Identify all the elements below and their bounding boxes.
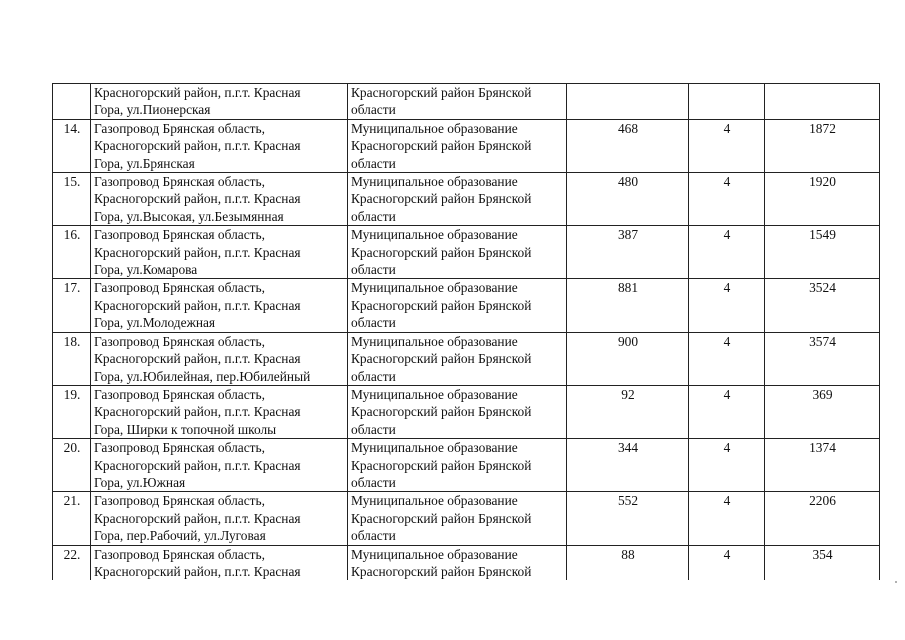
owner-name: Красногорский район Брянской области (348, 84, 567, 120)
owner-name: Муниципальное образование Красногорский район Брянской (348, 545, 567, 580)
object-description: Газопровод Брянская область, Красногорский район, п.г.т. Красная (91, 545, 348, 580)
object-description: Газопровод Брянская область, Красногорский район, п.г.т. Красная Гора, ул.Южная (91, 439, 348, 492)
table-row (53, 492, 880, 545)
value-length: 468 (567, 119, 689, 172)
owner-name: Муниципальное образование Красногорский район Брянской области (348, 279, 567, 332)
value-factor: 4 (689, 332, 765, 385)
value-factor: 4 (689, 279, 765, 332)
owner-name: Муниципальное образование Красногорский район Брянской области (348, 119, 567, 172)
row-number: 17. (53, 279, 91, 332)
row-number: 16. (53, 226, 91, 279)
value-length: 387 (567, 226, 689, 279)
row-number: 14. (53, 119, 91, 172)
table-row (53, 119, 880, 172)
object-description: Газопровод Брянская область, Красногорский район, п.г.т. Красная Гора, ул.Брянская (91, 119, 348, 172)
table-body (53, 84, 880, 581)
owner-name: Муниципальное образование Красногорский район Брянской области (348, 439, 567, 492)
owner-name: Муниципальное образование Красногорский район Брянской области (348, 385, 567, 438)
value-factor: 4 (689, 492, 765, 545)
table-row (53, 173, 880, 226)
owner-name: Муниципальное образование Красногорский район Брянской области (348, 173, 567, 226)
gas-pipeline-table (52, 83, 880, 580)
value-total: 369 (765, 385, 880, 438)
value-total: 3574 (765, 332, 880, 385)
row-number: 19. (53, 385, 91, 438)
object-description: Газопровод Брянская область, Красногорский район, п.г.т. Красная Гора, Ширки к топочной школы (91, 385, 348, 438)
value-total: 1920 (765, 173, 880, 226)
value-total: 354 (765, 545, 880, 580)
value-length: 900 (567, 332, 689, 385)
row-number: 22. (53, 545, 91, 580)
table-row (53, 385, 880, 438)
table-row (53, 226, 880, 279)
table-row (53, 439, 880, 492)
owner-name: Муниципальное образование Красногорский район Брянской области (348, 226, 567, 279)
object-description: Газопровод Брянская область, Красногорский район, п.г.т. Красная Гора, пер.Рабочий, ул.Луговая (91, 492, 348, 545)
value-length: 480 (567, 173, 689, 226)
table-row (53, 545, 880, 580)
scan-speck (895, 581, 897, 583)
value-total: 1374 (765, 439, 880, 492)
table-row (53, 332, 880, 385)
value-length: 881 (567, 279, 689, 332)
row-number: 21. (53, 492, 91, 545)
value-length: 552 (567, 492, 689, 545)
value-length: 88 (567, 545, 689, 580)
row-number (53, 84, 91, 120)
owner-name: Муниципальное образование Красногорский район Брянской области (348, 492, 567, 545)
value-total: 2206 (765, 492, 880, 545)
value-length: 344 (567, 439, 689, 492)
value-factor: 4 (689, 173, 765, 226)
value-total: 3524 (765, 279, 880, 332)
value-length: 92 (567, 385, 689, 438)
value-factor: 4 (689, 226, 765, 279)
object-description: Газопровод Брянская область, Красногорский район, п.г.т. Красная Гора, ул.Комарова (91, 226, 348, 279)
table-row (53, 279, 880, 332)
object-description: Газопровод Брянская область, Красногорский район, п.г.т. Красная Гора, ул.Юбилейная, пер.Юбилейный (91, 332, 348, 385)
row-number: 15. (53, 173, 91, 226)
object-description: Красногорский район, п.г.т. Красная Гора, ул.Пионерская (91, 84, 348, 120)
value-total (765, 84, 880, 120)
object-description: Газопровод Брянская область, Красногорский район, п.г.т. Красная Гора, ул.Высокая, ул.Безымянная (91, 173, 348, 226)
owner-name: Муниципальное образование Красногорский район Брянской области (348, 332, 567, 385)
value-total: 1549 (765, 226, 880, 279)
value-factor (689, 84, 765, 120)
row-number: 18. (53, 332, 91, 385)
value-factor: 4 (689, 119, 765, 172)
value-length (567, 84, 689, 120)
value-factor: 4 (689, 545, 765, 580)
table-row (53, 84, 880, 120)
object-description: Газопровод Брянская область, Красногорский район, п.г.т. Красная Гора, ул.Молодежная (91, 279, 348, 332)
value-total: 1872 (765, 119, 880, 172)
row-number: 20. (53, 439, 91, 492)
value-factor: 4 (689, 385, 765, 438)
value-factor: 4 (689, 439, 765, 492)
